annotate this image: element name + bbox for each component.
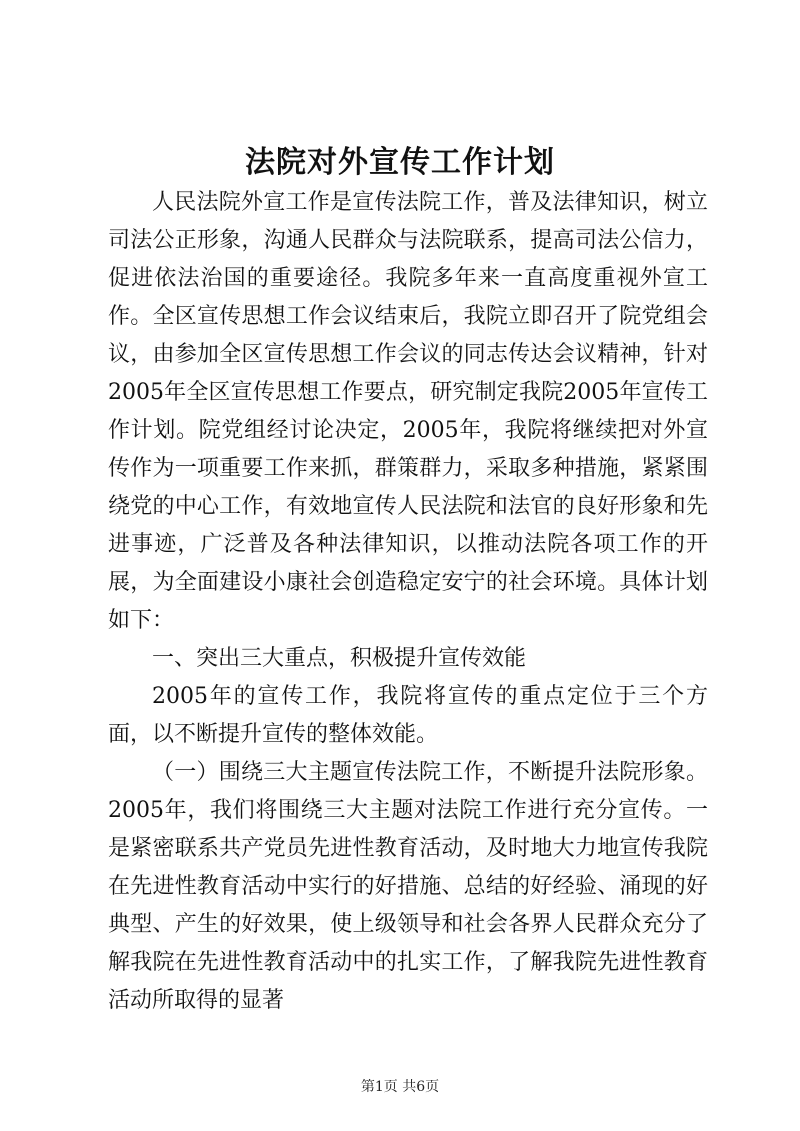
- document-title: 法院对外宣传工作计划: [245, 145, 555, 180]
- paragraph-focus: 2005年的宣传工作，我院将宣传的重点定位于三个方面，以不断提升宣传的整体效能。: [108, 684, 708, 747]
- page-footer: 第1页 共6页: [360, 1079, 440, 1095]
- section-heading-1: 一、突出三大重点，积极提升宣传效能: [152, 646, 527, 671]
- paragraph-subsection-1: （一）围绕三大主题宣传法院工作，不断提升法院形象。2005年，我们将围绕三大主题对法院工作进行充分宣传。一是紧密联系共产党员先进性教育活动，及时地大力地宣传我院在先进性教育活动中实行的好措施、总结的好经验、涌现的好典型、产生的好效果，使上级领导和社会各界人民群众充分了解我院在先进性教育活动中的扎实工作，了解我院先进性教育活动所取得的显著: [108, 760, 708, 1013]
- paragraph-intro: 人民法院外宣工作是宣传法院工作，普及法律知识，树立司法公正形象，沟通人民群众与法院联系，提高司法公信力，促进依法治国的重要途径。我院多年来一直高度重视外宣工作。全区宣传思想工作会议结束后，我院立即召开了院党组会议，由参加全区宣传思想工作会议的同志传达会议精神，针对2005年全区宣传思想工作要点，研究制定我院2005年宣传工作计划。院党组经讨论决定，2005年，我院将继续把对外宣传作为一项重要工作来抓，群策群力，采取多种措施，紧紧围绕党的中心工作，有效地宣传人民法院和法官的良好形象和先进事迹，广泛普及各种法律知识，以推动法院各项工作的开展，为全面建设小康社会创造稳定安宁的社会环境。具体计划如下：: [108, 190, 708, 633]
- document-body: [108, 184, 708, 1020]
